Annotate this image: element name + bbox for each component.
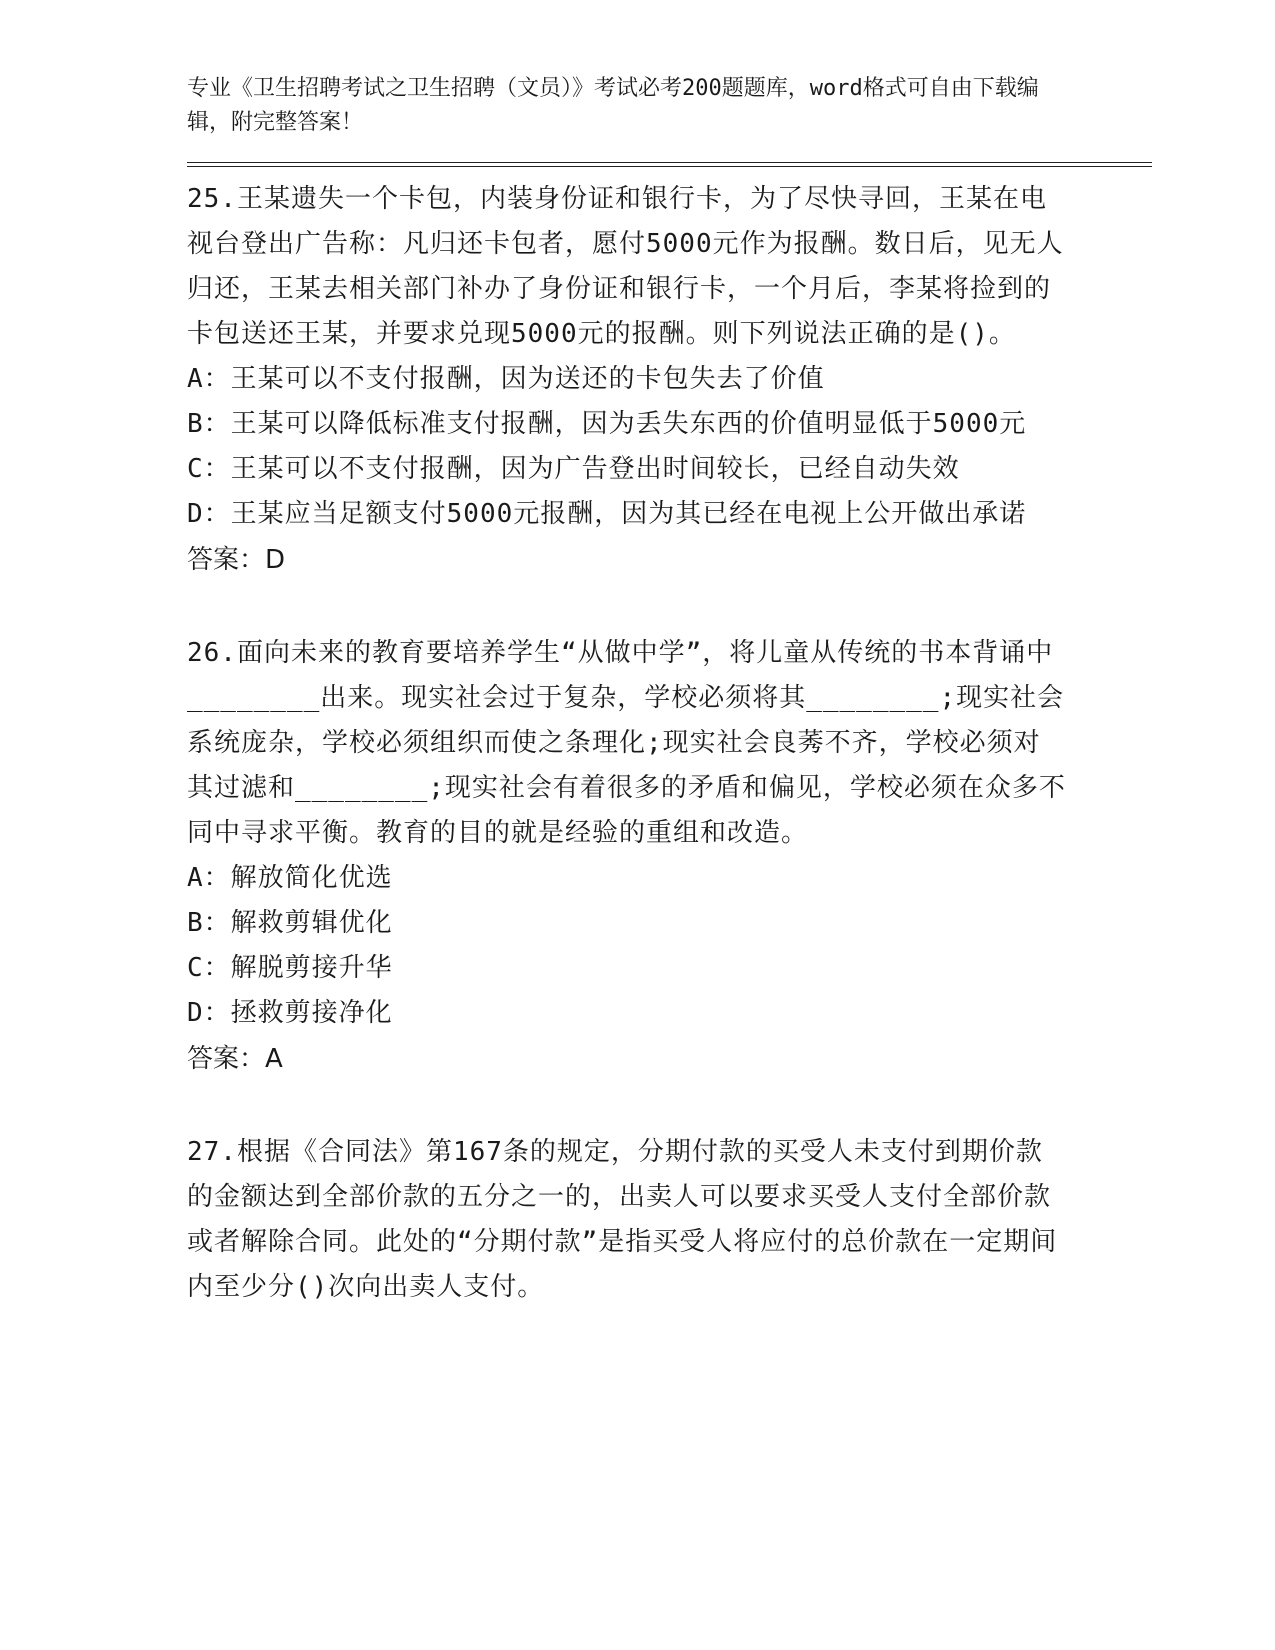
- header-divider: [187, 162, 1152, 167]
- question-26: [187, 631, 1087, 1082]
- option-b: B：王某可以降低标准支付报酬，因为丢失东西的价值明显低于5000元: [187, 409, 1027, 439]
- document-page: [187, 72, 1087, 1358]
- option-a: A：王某可以不支付报酬，因为送还的卡包失去了价值: [187, 364, 825, 394]
- option-c: C：王某可以不支付报酬，因为广告登出时间较长，已经自动失效: [187, 454, 960, 484]
- question-stem: 25.王某遗失一个卡包，内装身份证和银行卡，为了尽快寻回，王某在电视台登出广告称：凡归还卡包者，愿付5000元作为报酬。数日后，见无人归还，王某去相关部门补办了身份证和银行卡，一个月后，李某将捡到的卡包送还王某，并要求兑现5000元的报酬。则下列说法正确的是()。: [187, 184, 1064, 349]
- option-d: D：拯救剪接净化: [187, 998, 393, 1028]
- question-27: [187, 1130, 1087, 1310]
- question-stem: 27.根据《合同法》第167条的规定，分期付款的买受人未支付到期价款的金额达到全部价款的五分之一的，出卖人可以要求买受人支付全部价款或者解除合同。此处的“分期付款”是指买受人将应付的总价款在一定期间内至少分()次向出卖人支付。: [187, 1137, 1058, 1302]
- question-25: [187, 177, 1087, 583]
- answer-line: 答案：A: [187, 1044, 283, 1074]
- question-stem: 26.面向未来的教育要培养学生“从做中学”，将儿童从传统的书本背诵中________出来。现实社会过于复杂，学校必须将其________;现实社会系统庞杂，学校必须组织而使之条理化;现实社会良莠不齐，学校必须对其过滤和________;现实社会有着很多的矛盾和偏见，学校必须在众多不同中寻求平衡。教育的目的就是经验的重组和改造。: [187, 638, 1066, 848]
- document-header: 专业《卫生招聘考试之卫生招聘（文员）》考试必考200题题库，word格式可自由下载编辑，附完整答案！: [187, 76, 1039, 135]
- option-b: B：解救剪辑优化: [187, 908, 393, 938]
- answer-line: 答案：D: [187, 545, 286, 575]
- option-d: D：王某应当足额支付5000元报酬，因为其已经在电视上公开做出承诺: [187, 499, 1027, 529]
- option-a: A：解放简化优选: [187, 863, 393, 893]
- option-c: C：解脱剪接升华: [187, 953, 393, 983]
